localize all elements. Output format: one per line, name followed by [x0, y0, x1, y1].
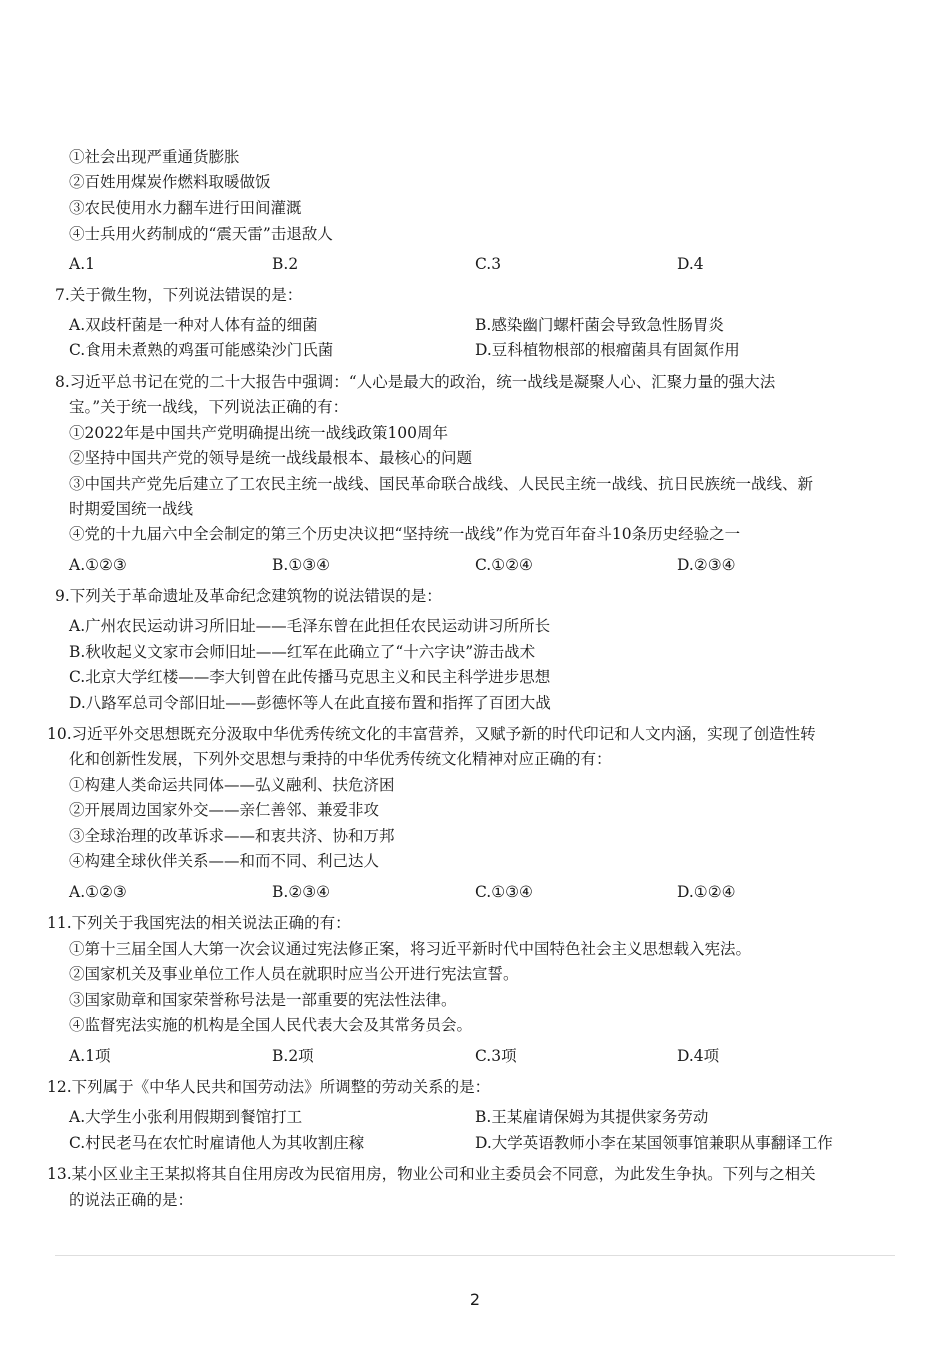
statement-2: ②坚持中国共产党的领导是统一战线最根本、最核心的问题: [69, 449, 473, 467]
option-d[interactable]: D.4: [677, 255, 704, 273]
option-c[interactable]: C.①②④: [475, 556, 533, 574]
statement-1: ①社会出现严重通货膨胀: [69, 148, 240, 166]
option-d[interactable]: D.大学英语教师小李在某国领事馆兼职从事翻译工作: [475, 1134, 833, 1152]
footer-divider: [55, 1255, 895, 1256]
option-d[interactable]: D.②③④: [677, 556, 736, 574]
statement-1: ①第十三届全国人大第一次会议通过宪法修正案，将习近平新时代中国特色社会主义思想载入宪法。: [69, 940, 752, 958]
option-b[interactable]: B.2: [272, 255, 299, 273]
option-b[interactable]: B.秋收起义文家市会师旧址——红军在此确立了“十六字诀”游击战术: [69, 643, 536, 661]
option-c[interactable]: C.食用未煮熟的鸡蛋可能感染沙门氏菌: [69, 341, 334, 359]
question-stem: 11.下列关于我国宪法的相关说法正确的有：: [47, 914, 351, 932]
statement-1: ①2022年是中国共产党明确提出统一战线政策100周年: [69, 424, 449, 442]
question-stem: 7.关于微生物，下列说法错误的是：: [55, 286, 303, 304]
statement-1: ①构建人类命运共同体——弘义融利、扶危济困: [69, 776, 395, 794]
question-stem-continued: 的说法正确的是：: [69, 1191, 194, 1209]
option-d[interactable]: D.4项: [677, 1047, 720, 1065]
statement-4: ④监督宪法实施的机构是全国人民代表大会及其常务员会。: [69, 1016, 473, 1034]
option-a[interactable]: A.1项: [69, 1047, 111, 1065]
option-d[interactable]: D.①②④: [677, 883, 736, 901]
option-a[interactable]: A.大学生小张利用假期到餐馆打工: [69, 1108, 303, 1126]
option-b[interactable]: B.②③④: [272, 883, 331, 901]
option-a[interactable]: A.广州农民运动讲习所旧址——毛泽东曾在此担任农民运动讲习所所长: [69, 617, 551, 635]
option-a[interactable]: A.双歧杆菌是一种对人体有益的细菌: [69, 316, 318, 334]
option-a[interactable]: A.①②③: [69, 556, 127, 574]
statement-4: ④党的十九届六中全会制定的第三个历史决议把“坚持统一战线”作为党百年奋斗10条历史经验之一: [69, 525, 741, 543]
option-c[interactable]: C.①③④: [475, 883, 533, 901]
option-b[interactable]: B.王某雇请保姆为其提供家务劳动: [475, 1108, 709, 1126]
question-stem-continued: 宝。”关于统一战线，下列说法正确的有：: [69, 398, 349, 416]
question-stem: 8.习近平总书记在党的二十大报告中强调：“人心是最大的政治，统一战线是凝聚人心、汇聚力量的强大法: [55, 373, 776, 391]
page-number: 2: [469, 1290, 481, 1309]
statement-3: ③全球治理的改革诉求——和衷共济、协和万邦: [69, 827, 395, 845]
option-b[interactable]: B.①③④: [272, 556, 331, 574]
statement-3: ③中国共产党先后建立了工农民主统一战线、国民革命联合战线、人民民主统一战线、抗日民族统一战线、新: [69, 475, 814, 493]
statement-3: ③农民使用水力翻车进行田间灌溉: [69, 199, 302, 217]
option-a[interactable]: A.①②③: [69, 883, 127, 901]
question-stem: 13.某小区业主王某拟将其自住用房改为民宿用房，物业公司和业主委员会不同意，为此发生争执。下列与之相关: [47, 1165, 816, 1183]
statement-3-continued: 时期爱国统一战线: [69, 500, 194, 518]
option-c[interactable]: C.北京大学红楼——李大钊曾在此传播马克思主义和民主科学进步思想: [69, 668, 551, 686]
statement-3: ③国家勋章和国家荣誉称号法是一部重要的宪法性法律。: [69, 991, 457, 1009]
option-c[interactable]: C.村民老马在农忙时雇请他人为其收割庄稼: [69, 1134, 365, 1152]
statement-2: ②国家机关及事业单位工作人员在就职时应当公开进行宪法宣誓。: [69, 965, 519, 983]
option-b[interactable]: B.感染幽门螺杆菌会导致急性肠胃炎: [475, 316, 724, 334]
option-d[interactable]: D.八路军总司令部旧址——彭德怀等人在此直接布置和指挥了百团大战: [69, 694, 551, 712]
option-b[interactable]: B.2项: [272, 1047, 314, 1065]
option-c[interactable]: C.3项: [475, 1047, 517, 1065]
option-c[interactable]: C.3: [475, 255, 502, 273]
question-stem: 12.下列属于《中华人民共和国劳动法》所调整的劳动关系的是：: [47, 1078, 491, 1096]
question-stem: 9.下列关于革命遗址及革命纪念建筑物的说法错误的是：: [55, 587, 442, 605]
option-d[interactable]: D.豆科植物根部的根瘤菌具有固氮作用: [475, 341, 740, 359]
question-stem-continued: 化和创新性发展，下列外交思想与秉持的中华优秀传统文化精神对应正确的有：: [69, 750, 612, 768]
statement-4: ④构建全球伙伴关系——和而不同、利己达人: [69, 852, 380, 870]
statement-2: ②开展周边国家外交——亲仁善邻、兼爱非攻: [69, 801, 380, 819]
statement-4: ④士兵用火药制成的“震天雷”击退敌人: [69, 225, 333, 243]
statement-2: ②百姓用煤炭作燃料取暖做饭: [69, 173, 271, 191]
option-a[interactable]: A.1: [69, 255, 95, 273]
question-stem: 10.习近平外交思想既充分汲取中华优秀传统文化的丰富营养，又赋予新的时代印记和人文内涵，实现了创造性转: [47, 725, 816, 743]
